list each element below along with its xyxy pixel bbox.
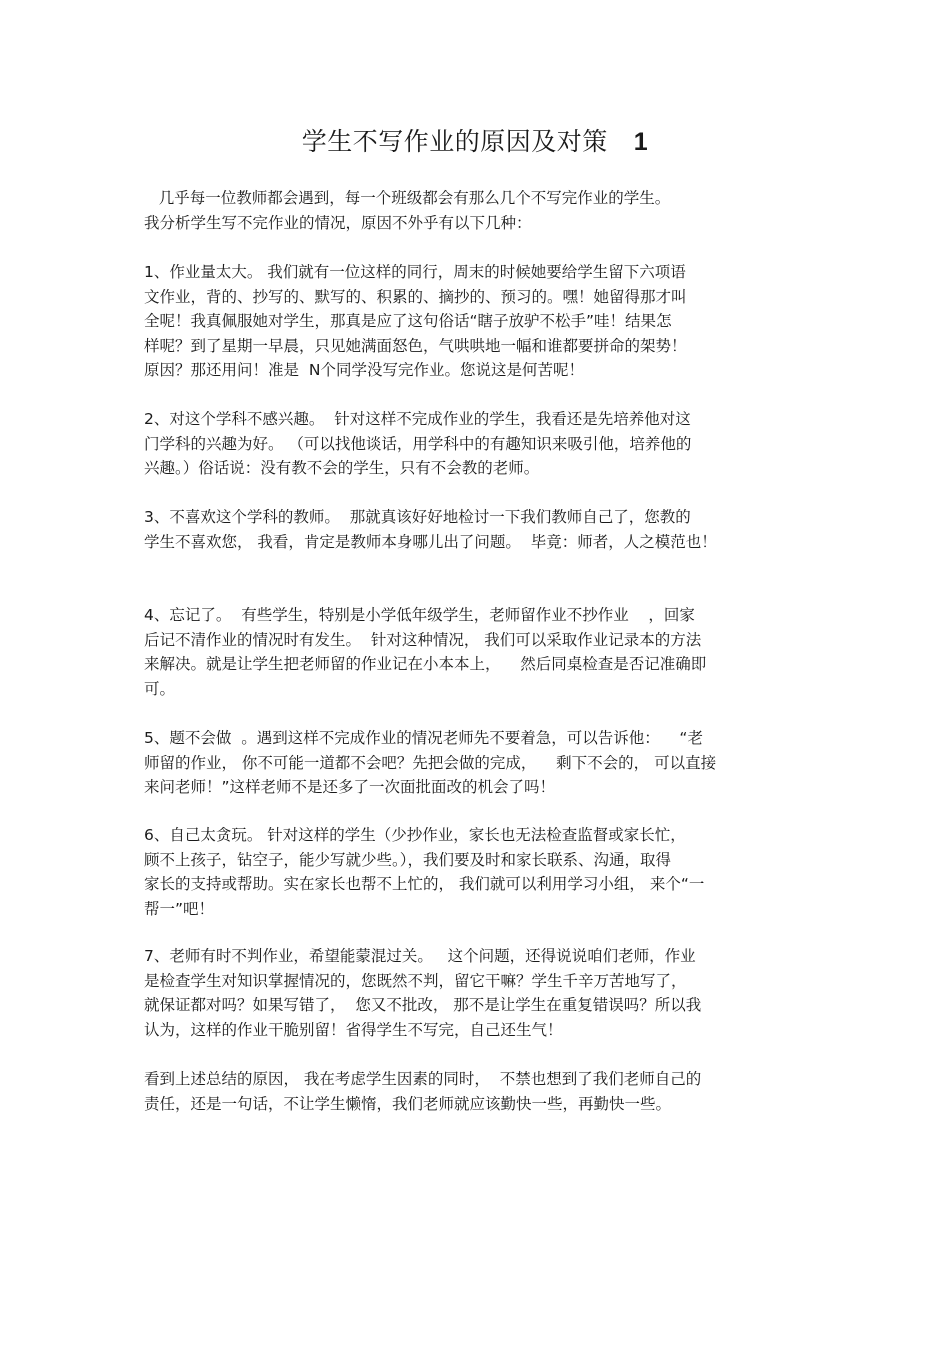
text-line: 文作业，背的、抄写的、默写的、积累的、摘抄的、预习的。嘿！她留得那才叫 [144,287,687,306]
text-line: 门学科的兴趣为好。 （可以找他谈话，用学科中的有趣知识来吸引他，培养他的 [144,434,692,453]
text-line: 全呢！我真佩服她对学生，那真是应了这句俗话“瞎子放驴不松手”哇！结果怎 [144,312,672,330]
paragraph-conclusion [144,1067,808,1116]
text-line: 来解决。就是让学生把老师留的作业记在小本本上， 然后同桌检查是否记准确即 [144,655,707,673]
paragraph-reason-4 [144,603,808,701]
paragraph-reason-7 [144,944,808,1042]
text-line: 来问老师！”这样老师不是还多了一次面批面改的机会了吗！ [144,778,556,796]
text-line: 认为，这样的作业干脆别留！省得学生不写完，自己还生气！ [144,1020,563,1039]
text-line: 7、老师有时不判作业，希望能蒙混过关。 这个问题，还得说说咱们老师，作业 [144,947,696,965]
text-line: 2、对这个学科不感兴趣。 针对这样不完成作业的学生，我看还是先培养他对这 [144,410,691,428]
text-line: 学生不喜欢您， 我看，肯定是教师本身哪儿出了问题。 毕竟：师者，人之模范也！ [144,532,717,551]
document-title-number: 1 [633,128,649,156]
paragraph-reason-3 [144,505,808,554]
paragraph-reason-1 [144,260,808,383]
text-line: 6、自己太贪玩。 针对这样的学生（少抄作业，家长也无法检查监督或家长忙， [144,826,686,844]
text-line: 责任，还是一句话，不让学生懒惰，我们老师就应该勤快一些，再勤快一些。 [144,1094,672,1113]
paragraph-reason-6 [144,823,808,921]
document-title-line [0,124,950,160]
text-line: 4、忘记了。 有些学生，特别是小学低年级学生，老师留作业不抄作业 ，回家 [144,606,695,624]
text-line: 3、不喜欢这个学科的教师。 那就真该好好地检讨一下我们教师自己了，您教的 [144,508,691,526]
text-line: 样呢？到了星期一早晨，只见她满面怒色，气哄哄地一幅和谁都要拼命的架势！ [144,336,687,355]
text-line: 是检查学生对知识掌握情况的，您既然不判，留它干嘛？学生千辛万苦地写了， [144,971,687,990]
text-line: 5、题不会做 。遇到这样不完成作业的情况老师先不要着急，可以告诉他： “老 [144,729,703,747]
text-line: 1、作业量太大。 我们就有一位这样的同行，周末的时候她要给学生留下六项语 [144,263,686,281]
document-title: 学生不写作业的原因及对策 [301,127,608,156]
text-line: 我分析学生写不完作业的情况，原因不外乎有以下几种： [144,213,532,232]
text-line: 顾不上孩子，钻空子，能少写就少些。），我们要及时和家长联系、沟通，取得 [144,850,672,869]
text-line: 师留的作业， 你不可能一道都不会吧？先把会做的完成， 剩下不会的， 可以直接 [144,753,717,772]
paragraph-reason-2 [144,407,808,481]
text-line: 可。 [144,679,176,698]
paragraph-intro [144,186,808,235]
text-line: 后记不清作业的情况时有发生。 针对这种情况， 我们可以采取作业记录本的方法 [144,630,702,649]
text-line: 看到上述总结的原因， 我在考虑学生因素的同时， 不禁也想到了我们老师自己的 [144,1070,702,1088]
text-line: 就保证都对吗？如果写错了， 您又不批改， 那不是让学生在重复错误吗？所以我 [144,996,702,1014]
text-line: 原因？那还用问！准是 N个同学没写完作业。您说这是何苦呢！ [144,361,584,379]
text-line: 几乎每一位教师都会遇到，每一个班级都会有那么几个不写完作业的学生。 [144,189,671,207]
paragraph-reason-5 [144,726,808,800]
text-line: 兴趣。）俗话说：没有教不会的学生，只有不会教的老师。 [144,459,540,477]
text-line: 家长的支持或帮助。实在家长也帮不上忙的， 我们就可以利用学习小组， 来个“一 [144,875,705,893]
text-line: 帮一”吧！ [144,899,215,918]
